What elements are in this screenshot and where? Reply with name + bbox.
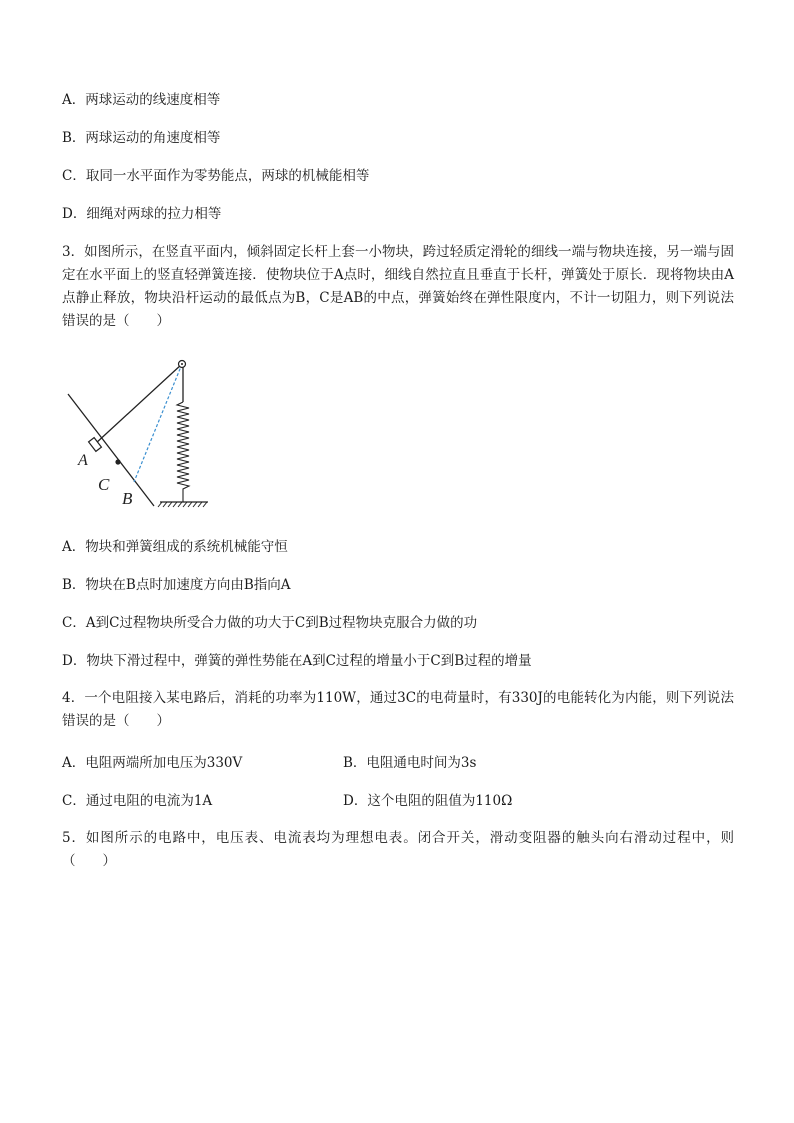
incline-spring-figure: [62, 352, 212, 512]
q2-option-c: C．取同一水平面作为零势能点，两球的机械能相等: [62, 168, 370, 184]
q3-option-a: A．物块和弹簧组成的系统机械能守恒: [62, 539, 288, 555]
dashed-line: [134, 364, 182, 482]
incline-rod: [68, 394, 154, 506]
q3-option-b: B．物块在B点时加速度方向由B指向A: [62, 577, 291, 593]
label-c: C: [98, 475, 110, 494]
q2-option-a: A．两球运动的线速度相等: [62, 92, 221, 108]
q4-option-c: C．通过电阻的电流为1A: [62, 793, 213, 809]
q4-option-d: D．这个电阻的阻值为110Ω: [343, 793, 513, 809]
label-b: B: [122, 489, 133, 508]
q2-option-d: D．细绳对两球的拉力相等: [62, 206, 222, 222]
string-to-pulley: [95, 364, 182, 444]
q4-option-b: B．电阻通电时间为3s: [343, 755, 477, 771]
spring: [177, 402, 189, 502]
q4-option-a: A．电阻两端所加电压为330V: [62, 755, 243, 771]
q5-stem: 5．如图所示的电路中，电压表、电流表均为理想电表。闭合开关，滑动变阻器的触头向右滑动过程中，则（ ）: [62, 830, 734, 869]
q3-option-d: D．物块下滑过程中，弹簧的弹性势能在A到C过程的增量小于C到B过程的增量: [62, 653, 532, 669]
label-a: A: [78, 452, 88, 469]
ground-hatching: [158, 502, 207, 507]
pulley-axle: [181, 363, 183, 365]
point-c: [115, 459, 120, 464]
q3-option-c: C．A到C过程物块所受合力做的功大于C到B过程物块克服合力做的功: [62, 615, 478, 631]
q4-stem: 4．一个电阻接入某电路后，消耗的功率为110W，通过3C的电荷量时，有330J的电能转化为内能，则下列说法错误的是（ ）: [62, 690, 734, 729]
q3-stem: 3．如图所示，在竖直平面内，倾斜固定长杆上套一小物块，跨过轻质定滑轮的细线一端与物块连接，另一端与固定在水平面上的竖直轻弹簧连接．使物块位于A点时，细线自然拉直且垂直于长杆，弹簧处于原长．现将物块由A点静止释放，物块沿杆运动的最低点为B，C是AB的中点，弹簧始终在弹性限度内，不计一切阻力，则下列说法错误的是（ ）: [62, 244, 734, 329]
q2-option-b: B．两球运动的角速度相等: [62, 130, 221, 146]
